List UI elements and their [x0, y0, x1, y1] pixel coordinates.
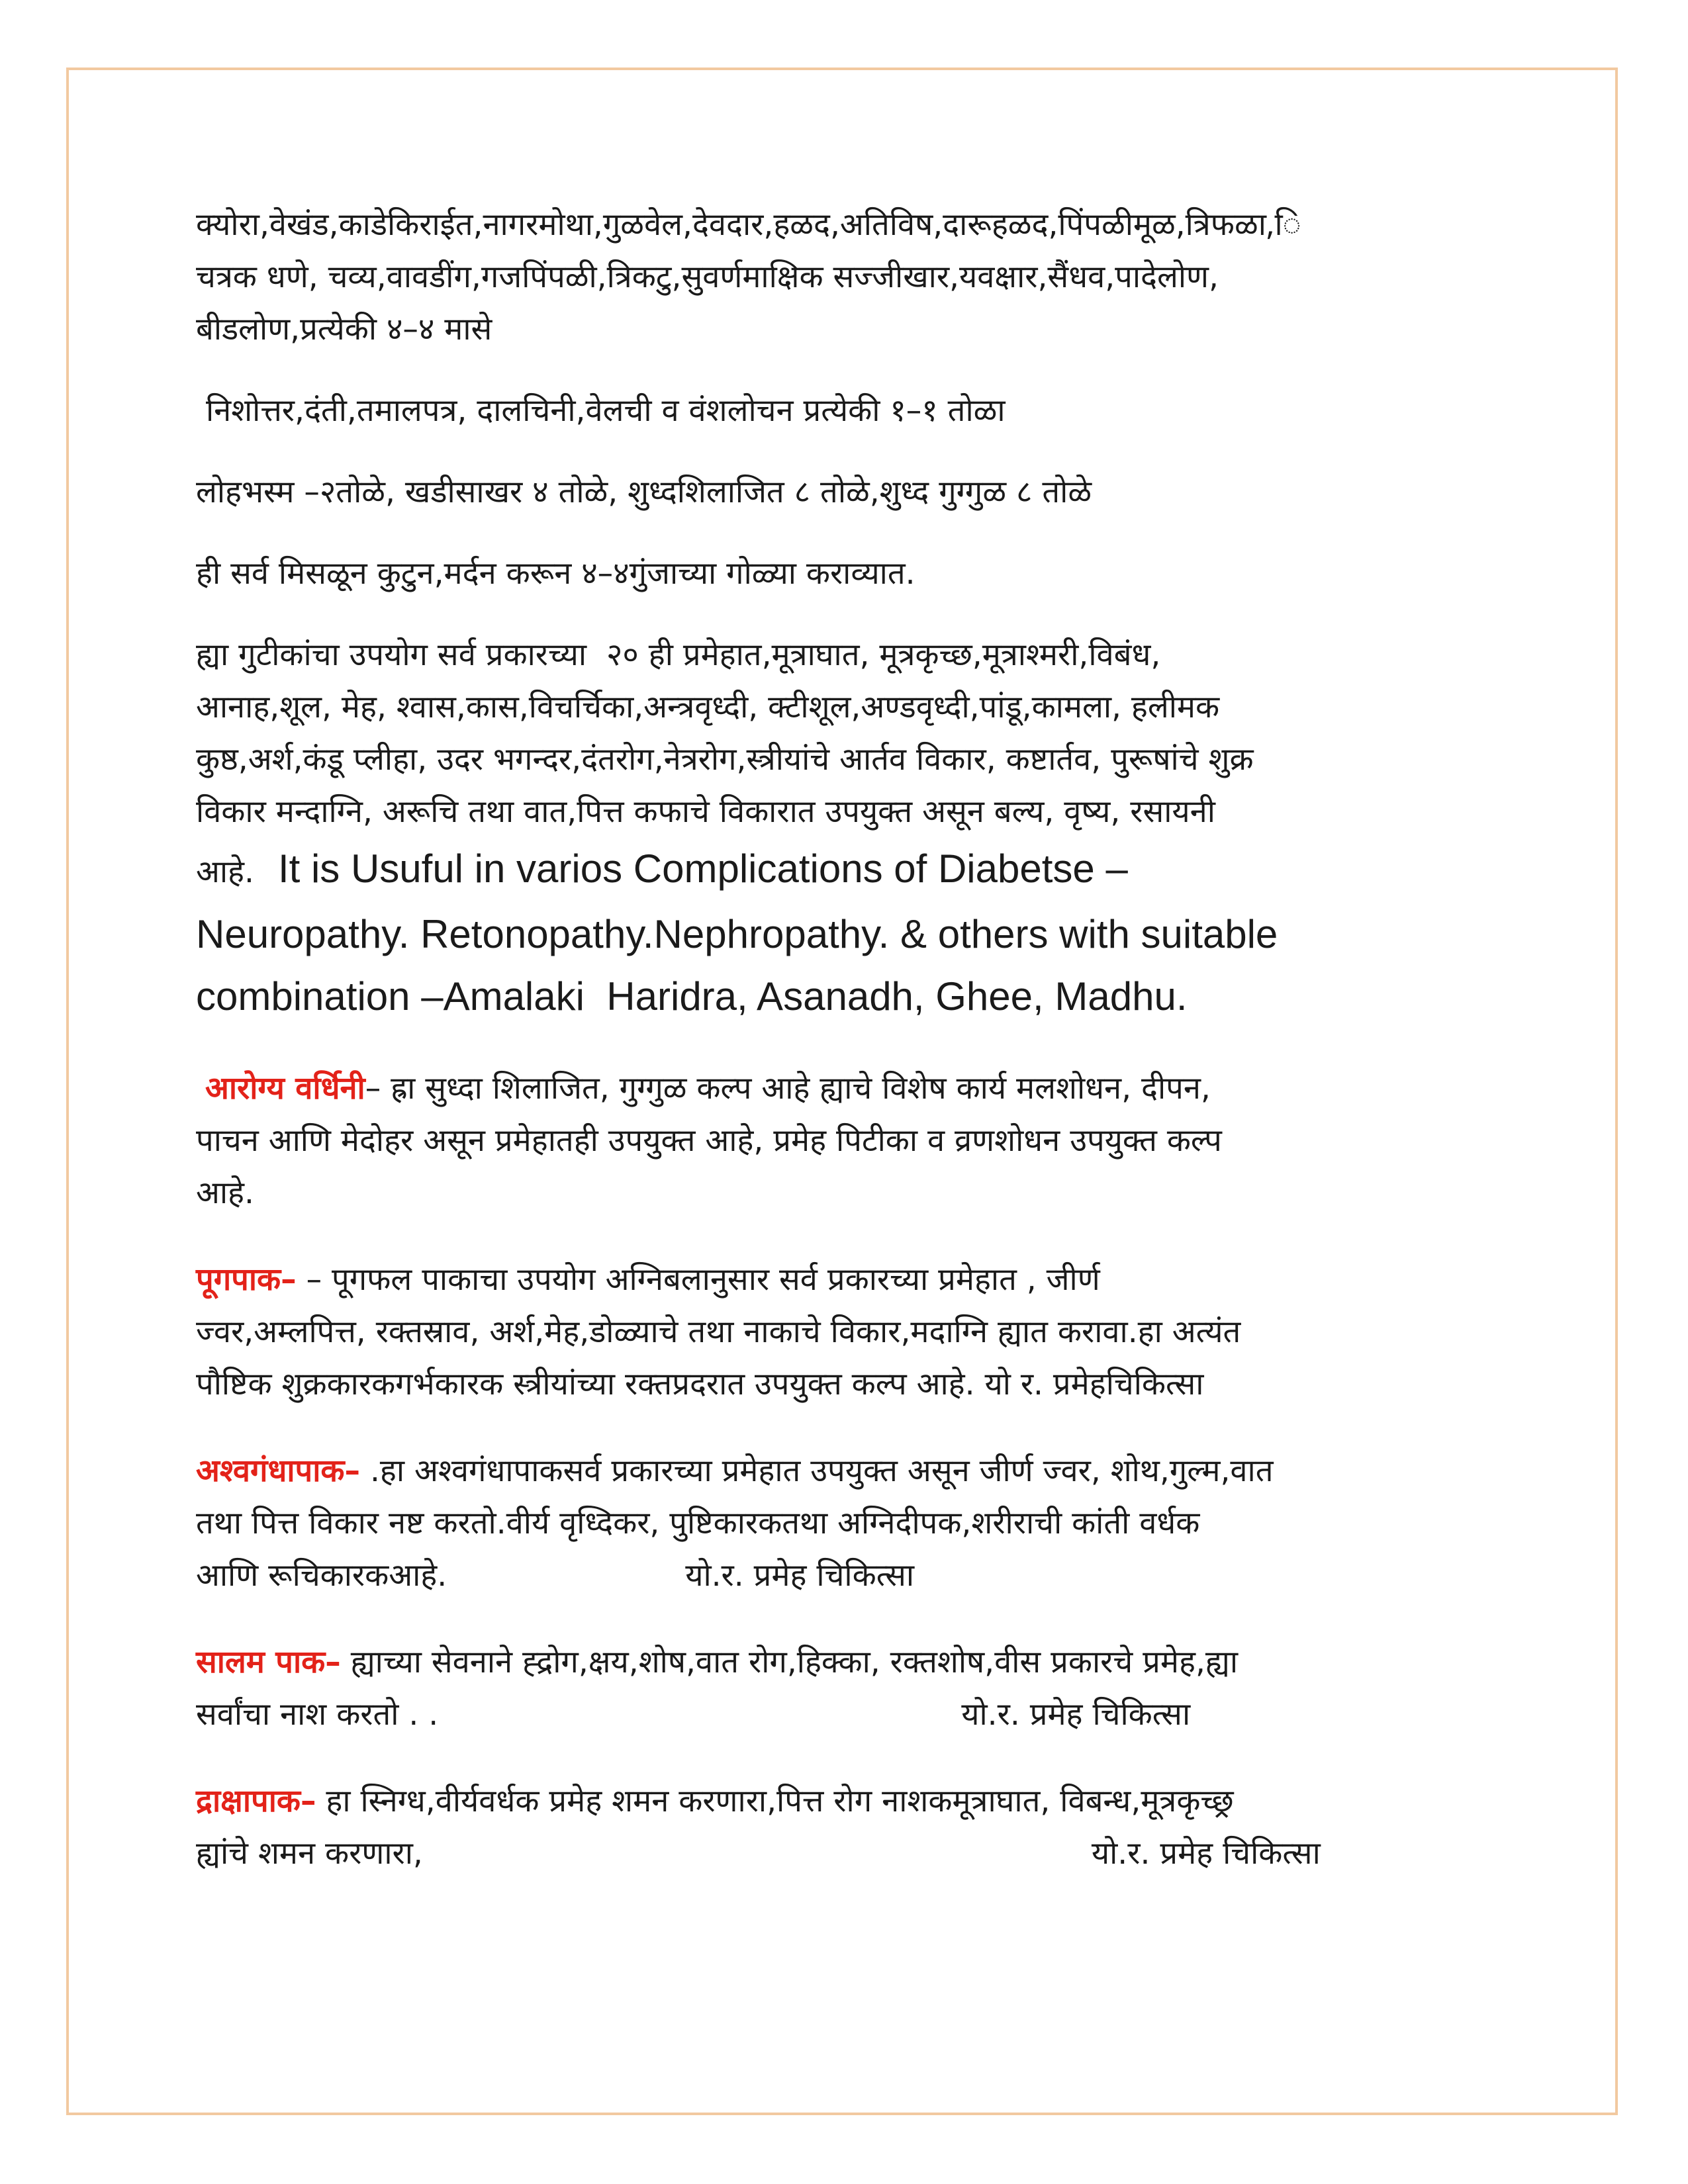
english-note: It is Usuful in varios Complications of Diabetse – [277, 846, 1128, 891]
reference-citation: यो.र. प्रमेह चिकित्सा [961, 1696, 1191, 1733]
section-heading: अश्वगंधापाक– [196, 1453, 361, 1489]
paragraph-ingredients-2: निशोत्तर,दंती,तमालपत्र, दालचिनी,वेलची व वंशलोचन प्रत्येकी १–१ तोळा [196, 392, 1006, 429]
text-line [196, 1827, 1500, 1880]
section-heading: द्राक्षापाक– [196, 1783, 316, 1819]
section-text: सर्वांचा नाश करतो . . [196, 1696, 439, 1733]
text-line: ज्वर,अम्लपित्त, रक्तस्राव, अर्श,मेह,डोळ्याचे तथा नाकाचे विकार,मदाग्नि ह्यात करावा.हा अत्यंत [196, 1314, 1241, 1350]
document-body [196, 199, 1500, 1880]
marathi-fragment: आहे. [196, 854, 254, 890]
section-heading: सालम पाक– [196, 1644, 341, 1680]
section-text: आणि रूचिकारकआहे. [196, 1557, 447, 1594]
text-line [196, 1253, 1500, 1306]
text-line: तथा पित्त विकार नष्ट करतो.वीर्य वृध्दिकर, पुष्टिकारकतथा अग्निदीपक,शरीराची कांती वर्धक [196, 1505, 1200, 1541]
text-line [196, 1062, 1500, 1115]
section-pugapak [196, 1253, 1500, 1410]
section-heading: पूगपाक– [196, 1261, 297, 1298]
text-line: ह्या गुटीकांचा उपयोग सर्व प्रकारच्या २० ही प्रमेहात,मूत्राघात, मूत्रकृच्छ,मूत्राश्मरी,विबंध, [196, 637, 1161, 673]
english-note-line: combination –Amalaki Haridra, Asanadh, Ghee, Madhu. [196, 974, 1188, 1019]
text-line [196, 1549, 1500, 1602]
section-text: .हा अश्वगंधापाकसर्व प्रकारच्या प्रमेहात उपयुक्त असून जीर्ण ज्वर, शोथ,गुल्म,वात [360, 1453, 1274, 1489]
text-line [196, 1775, 1500, 1827]
section-text: – ह्रा सुध्दा शिलाजित, गुग्गुळ कल्प आहे ह्याचे विशेष कार्य मलशोधन, दीपन, [365, 1070, 1211, 1107]
section-text: – पूगफल पाकाचा उपयोग अग्निबलानुसार सर्व प्रकारच्या प्रमेहात , जीर्ण [296, 1261, 1100, 1298]
text-line: चत्रक धणे, चव्य,वावडींग,गजपिंपळी,त्रिकटु,सुवर्णमाक्षिक सज्जीखार,यवक्षार,सैंधव,पादेलोण, [196, 259, 1219, 295]
section-heading: आरोग्य वर्धिनी [205, 1070, 365, 1107]
text-line [196, 1445, 1500, 1497]
paragraph-uses [196, 629, 1500, 1028]
text-line: बीडलोण,प्रत्येकी ४–४ मासे [196, 311, 492, 347]
section-salampak [196, 1636, 1500, 1741]
paragraph-ingredients-1 [196, 199, 1500, 355]
section-arogya-vardhini [196, 1062, 1500, 1219]
text-line: कुष्ठ,अर्श,कंडू प्लीहा, उदर भगन्दर,दंतरोग,नेत्ररोग,स्त्रीयांचे आर्तव विकार, कष्टार्तव, पुरूषांचे शुक्र [196, 741, 1254, 778]
reference-citation: यो.र. प्रमेह चिकित्सा [1091, 1835, 1321, 1872]
text-line: आहे. [196, 1175, 254, 1211]
text-line [196, 1688, 1500, 1741]
text-line: पाचन आणि मेदोहर असून प्रमेहातही उपयुक्त आहे, प्रमेह पिटीका व व्रणशोधन उपयुक्त कल्प [196, 1122, 1222, 1159]
reference-citation: यो.र. प्रमेह चिकित्सा [685, 1557, 915, 1594]
text-line: आनाह,शूल, मेह, श्वास,कास,विचर्चिका,अन्त्रवृध्दी, क्टीशूल,अण्डवृध्दी,पांडू,कामला, हलीमक [196, 689, 1220, 725]
text-line: पौष्टिक शुक्रकारकगर्भकारक स्त्रीयांच्या रक्तप्रदरात उपयुक्त कल्प आहे. यो र. प्रमेहचिकित्सा [196, 1366, 1204, 1402]
section-drakshapak [196, 1775, 1500, 1880]
text-line: विकार मन्दाग्नि, अरूचि तथा वात,पित्त कफाचे विकारात उपयुक्त असून बल्य, वृष्य, रसायनी [196, 794, 1215, 830]
section-text: हा स्निग्ध,वीर्यवर्धक प्रमेह शमन करणारा,पित्त रोग नाशकमूत्राघात, विबन्ध,मूत्रकृच्छ्र [316, 1783, 1234, 1819]
paragraph-method: ही सर्व मिसळून कुटुन,मर्दन करून ४–४गुंजाच्या गोळ्या कराव्यात. [196, 555, 915, 592]
section-ashwagandhapak [196, 1445, 1500, 1602]
section-text: ह्यांचे शमन करणारा, [196, 1835, 423, 1872]
paragraph-ingredients-3: लोहभस्म –२तोळे, खडीसाखर ४ तोळे, शुध्दशिलाजित ८ तोळे,शुध्द गुग्गुळ ८ तोळे [196, 474, 1092, 510]
text-line [196, 838, 1500, 903]
text-line: क्योरा,वेखंड,काडेकिराईत,नागरमोथा,गुळवेल,देवदार,हळद,अतिविष,दारूहळद,पिंपळीमूळ,त्रिफळा,ि [196, 206, 1301, 243]
section-text: ह्याच्या सेवनाने ह्द्रोग,क्षय,शोष,वात रोग,हिक्का, रक्तशोष,वीस प्रकारचे प्रमेह,ह्या [340, 1644, 1239, 1680]
text-line [196, 1636, 1500, 1688]
english-note-line: Neuropathy. Retonopathy.Nephropathy. & others with suitable [196, 912, 1278, 956]
